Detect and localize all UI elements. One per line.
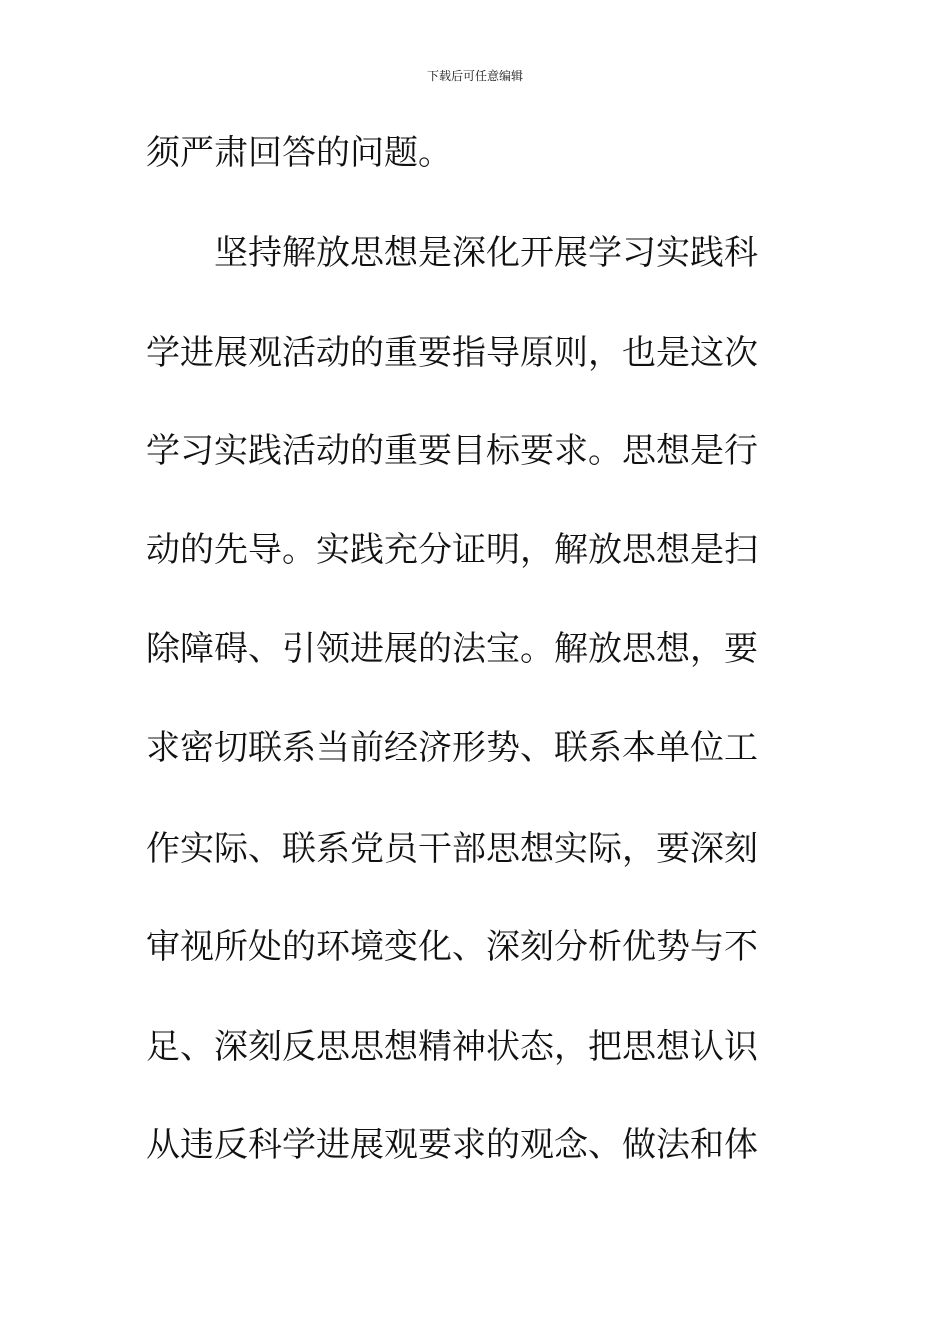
header-note: 下载后可任意编辑 — [426, 69, 523, 83]
body-line-3: 学进展观活动的重要指导原则，也是这次 — [146, 333, 758, 373]
body-line-2: 坚持解放思想是深化开展学习实践科 — [214, 233, 758, 273]
body-line-5: 动的先导。实践充分证明，解放思想是扫 — [146, 530, 758, 570]
body-line-10: 足、深刻反思思想精神状态，把思想认识 — [146, 1027, 758, 1067]
body-line-1: 须严肃回答的问题。 — [146, 133, 452, 173]
body-line-8: 作实际、联系党员干部思想实际，要深刻 — [146, 829, 758, 869]
body-line-6: 除障碍、引领进展的法宝。解放思想，要 — [146, 629, 758, 669]
body-line-11: 从违反科学进展观要求的观念、做法和体 — [146, 1125, 758, 1165]
body-line-4: 学习实践活动的重要目标要求。思想是行 — [146, 431, 758, 471]
body-line-9: 审视所处的环境变化、深刻分析优势与不 — [146, 927, 758, 967]
body-line-7: 求密切联系当前经济形势、联系本单位工 — [146, 728, 758, 768]
